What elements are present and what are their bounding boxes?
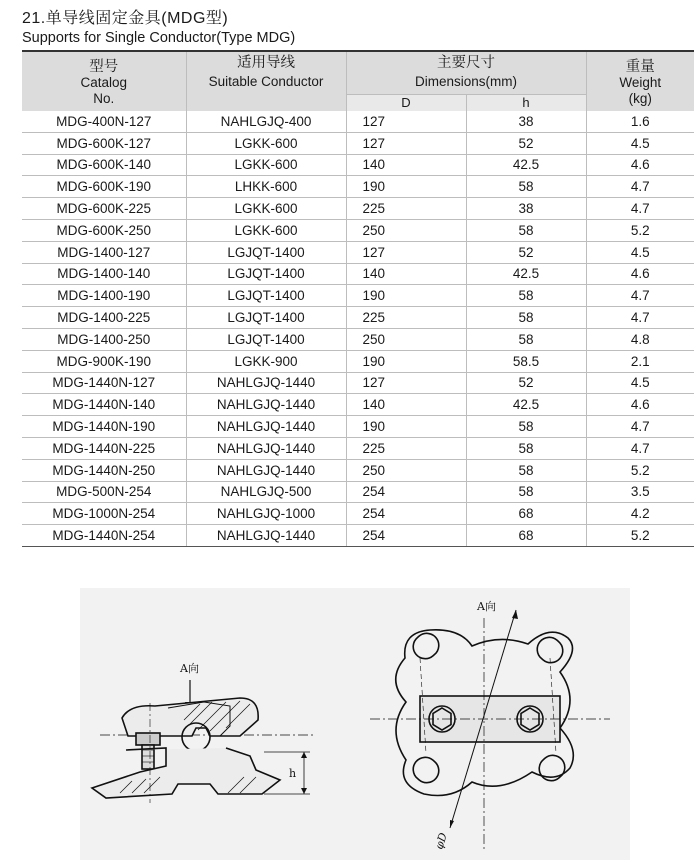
cell-catalog: MDG-1440N-190: [22, 416, 186, 438]
cell-conductor: NAHLGJQ-400: [186, 111, 346, 132]
cell-dim-h: 58: [466, 219, 586, 241]
cell-dim-d: 190: [346, 285, 466, 307]
cell-dim-h: 38: [466, 111, 586, 132]
cell-dim-d: 127: [346, 241, 466, 263]
header-dimensions-en: Dimensions(mm): [414, 74, 517, 89]
cell-dim-h: 58: [466, 437, 586, 459]
table-row: [22, 328, 694, 350]
cell-catalog: MDG-1440N-225: [22, 437, 186, 459]
cell-catalog: MDG-1400-250: [22, 328, 186, 350]
cell-conductor: NAHLGJQ-500: [186, 481, 346, 503]
table-row: [22, 307, 694, 329]
cell-weight: 4.7: [586, 285, 694, 307]
cell-weight: 4.8: [586, 328, 694, 350]
cell-dim-h: 58: [466, 416, 586, 438]
cell-conductor: LGJQT-1400: [186, 307, 346, 329]
cell-weight: 4.7: [586, 307, 694, 329]
cell-weight: 3.5: [586, 481, 694, 503]
cell-catalog: MDG-1440N-254: [22, 525, 186, 547]
cell-conductor: NAHLGJQ-1440: [186, 372, 346, 394]
header-dim-h: h: [466, 95, 586, 112]
cell-catalog: MDG-1440N-140: [22, 394, 186, 416]
cell-weight: 4.6: [586, 394, 694, 416]
cell-weight: 4.7: [586, 437, 694, 459]
cell-weight: 4.7: [586, 416, 694, 438]
cell-weight: 4.5: [586, 132, 694, 154]
cell-conductor: LGKK-600: [186, 132, 346, 154]
cell-weight: 2.1: [586, 350, 694, 372]
header-catalog-en2: No.: [93, 91, 115, 106]
technical-drawing: [80, 588, 630, 860]
table-row: [22, 394, 694, 416]
table-row: [22, 481, 694, 503]
cell-catalog: MDG-900K-190: [22, 350, 186, 372]
header-dim-d: D: [346, 95, 466, 112]
side-view: [92, 680, 315, 803]
cell-weight: 4.6: [586, 263, 694, 285]
cell-catalog: MDG-1400-140: [22, 263, 186, 285]
cell-weight: 4.7: [586, 198, 694, 220]
cell-dim-d: 225: [346, 437, 466, 459]
cell-conductor: LGKK-600: [186, 154, 346, 176]
cell-weight: 1.6: [586, 111, 694, 132]
header-weight-en2: (kg): [628, 91, 652, 106]
cell-dim-d: 250: [346, 459, 466, 481]
cell-catalog: MDG-600K-140: [22, 154, 186, 176]
table-row: [22, 111, 694, 132]
cell-dim-d: 140: [346, 263, 466, 285]
cell-conductor: NAHLGJQ-1440: [186, 437, 346, 459]
cell-dim-h: 42.5: [466, 394, 586, 416]
cell-dim-h: 38: [466, 198, 586, 220]
cell-dim-d: 127: [346, 372, 466, 394]
cell-conductor: NAHLGJQ-1440: [186, 525, 346, 547]
cell-conductor: LGKK-600: [186, 198, 346, 220]
cell-conductor: LGJQT-1400: [186, 285, 346, 307]
table-row: [22, 132, 694, 154]
table-row: [22, 459, 694, 481]
cell-dim-h: 58: [466, 176, 586, 198]
cell-weight: 4.5: [586, 241, 694, 263]
header-weight: [586, 51, 694, 111]
table-row: [22, 154, 694, 176]
cell-dim-d: 190: [346, 350, 466, 372]
section-title-chinese: 21.单导线固定金具(MDG型): [22, 10, 229, 27]
cell-dim-d: 190: [346, 416, 466, 438]
cell-dim-d: 190: [346, 176, 466, 198]
cell-dim-h: 58.5: [466, 350, 586, 372]
cell-dim-d: 140: [346, 394, 466, 416]
header-catalog-en1: Catalog: [80, 75, 128, 90]
cell-catalog: MDG-600K-190: [22, 176, 186, 198]
cell-conductor: LGJQT-1400: [186, 241, 346, 263]
header-catalog-cn: 型号: [89, 59, 119, 75]
cell-dim-h: 42.5: [466, 154, 586, 176]
table-row: [22, 437, 694, 459]
cell-conductor: LGKK-600: [186, 219, 346, 241]
header-conductor: [186, 51, 346, 111]
header-conductor-cn: 适用导线: [237, 55, 295, 71]
cell-weight: 4.7: [586, 176, 694, 198]
cell-weight: 4.5: [586, 372, 694, 394]
cell-dim-d: 127: [346, 132, 466, 154]
cell-conductor: LGJQT-1400: [186, 328, 346, 350]
cell-conductor: LHKK-600: [186, 176, 346, 198]
cell-weight: 5.2: [586, 219, 694, 241]
drawing-svg: [80, 588, 630, 860]
table-row: [22, 372, 694, 394]
cell-conductor: LGKK-900: [186, 350, 346, 372]
table-row: [22, 503, 694, 525]
cell-dim-d: 250: [346, 219, 466, 241]
header-dimensions-cn: 主要尺寸: [437, 55, 495, 71]
cell-dim-h: 58: [466, 481, 586, 503]
top-view-dim-label: φD: [432, 831, 450, 851]
header-weight-en1: Weight: [619, 75, 662, 90]
cell-dim-h: 68: [466, 525, 586, 547]
cell-dim-h: 52: [466, 241, 586, 263]
cell-weight: 4.6: [586, 154, 694, 176]
cell-catalog: MDG-1440N-250: [22, 459, 186, 481]
cell-catalog: MDG-500N-254: [22, 481, 186, 503]
cell-conductor: NAHLGJQ-1440: [186, 459, 346, 481]
cell-dim-h: 58: [466, 459, 586, 481]
table-row: [22, 219, 694, 241]
cell-dim-d: 225: [346, 198, 466, 220]
side-view-dim-label: h: [289, 767, 297, 780]
table-row: [22, 263, 694, 285]
cell-catalog: MDG-600K-127: [22, 132, 186, 154]
table-row: [22, 176, 694, 198]
header-weight-cn: 重量: [625, 59, 655, 75]
cell-dim-d: 250: [346, 328, 466, 350]
table-row: [22, 525, 694, 547]
cell-weight: 5.2: [586, 459, 694, 481]
cell-dim-d: 254: [346, 503, 466, 525]
cell-dim-d: 140: [346, 154, 466, 176]
top-view: [370, 610, 610, 850]
cell-weight: 5.2: [586, 525, 694, 547]
cell-catalog: MDG-1400-127: [22, 241, 186, 263]
cell-dim-h: 68: [466, 503, 586, 525]
cell-dim-h: 52: [466, 132, 586, 154]
header-conductor-en: Suitable Conductor: [208, 74, 324, 89]
cell-dim-h: 58: [466, 307, 586, 329]
cell-conductor: LGJQT-1400: [186, 263, 346, 285]
header-dimensions: [346, 51, 586, 95]
cell-dim-h: 42.5: [466, 263, 586, 285]
cell-dim-d: 225: [346, 307, 466, 329]
spec-table: [22, 50, 694, 547]
cell-catalog: MDG-1400-190: [22, 285, 186, 307]
cell-conductor: NAHLGJQ-1440: [186, 394, 346, 416]
cell-dim-h: 52: [466, 372, 586, 394]
cell-catalog: MDG-600K-225: [22, 198, 186, 220]
cell-dim-h: 58: [466, 285, 586, 307]
cell-conductor: NAHLGJQ-1000: [186, 503, 346, 525]
cell-dim-d: 254: [346, 481, 466, 503]
table-row: [22, 416, 694, 438]
cell-catalog: MDG-1440N-127: [22, 372, 186, 394]
table-row: [22, 285, 694, 307]
cell-catalog: MDG-400N-127: [22, 111, 186, 132]
cell-dim-d: 127: [346, 111, 466, 132]
cell-catalog: MDG-600K-250: [22, 219, 186, 241]
table-row: [22, 350, 694, 372]
table-row: [22, 241, 694, 263]
side-view-arrow-label: A向: [180, 662, 199, 675]
cell-catalog: MDG-1400-225: [22, 307, 186, 329]
table-row: [22, 198, 694, 220]
cell-conductor: NAHLGJQ-1440: [186, 416, 346, 438]
cell-catalog: MDG-1000N-254: [22, 503, 186, 525]
cell-dim-h: 58: [466, 328, 586, 350]
top-view-arrow-label: A向: [477, 600, 496, 613]
cell-dim-d: 254: [346, 525, 466, 547]
section-title-english: Supports for Single Conductor(Type MDG): [22, 30, 296, 46]
header-catalog: [22, 51, 186, 111]
cell-weight: 4.2: [586, 503, 694, 525]
